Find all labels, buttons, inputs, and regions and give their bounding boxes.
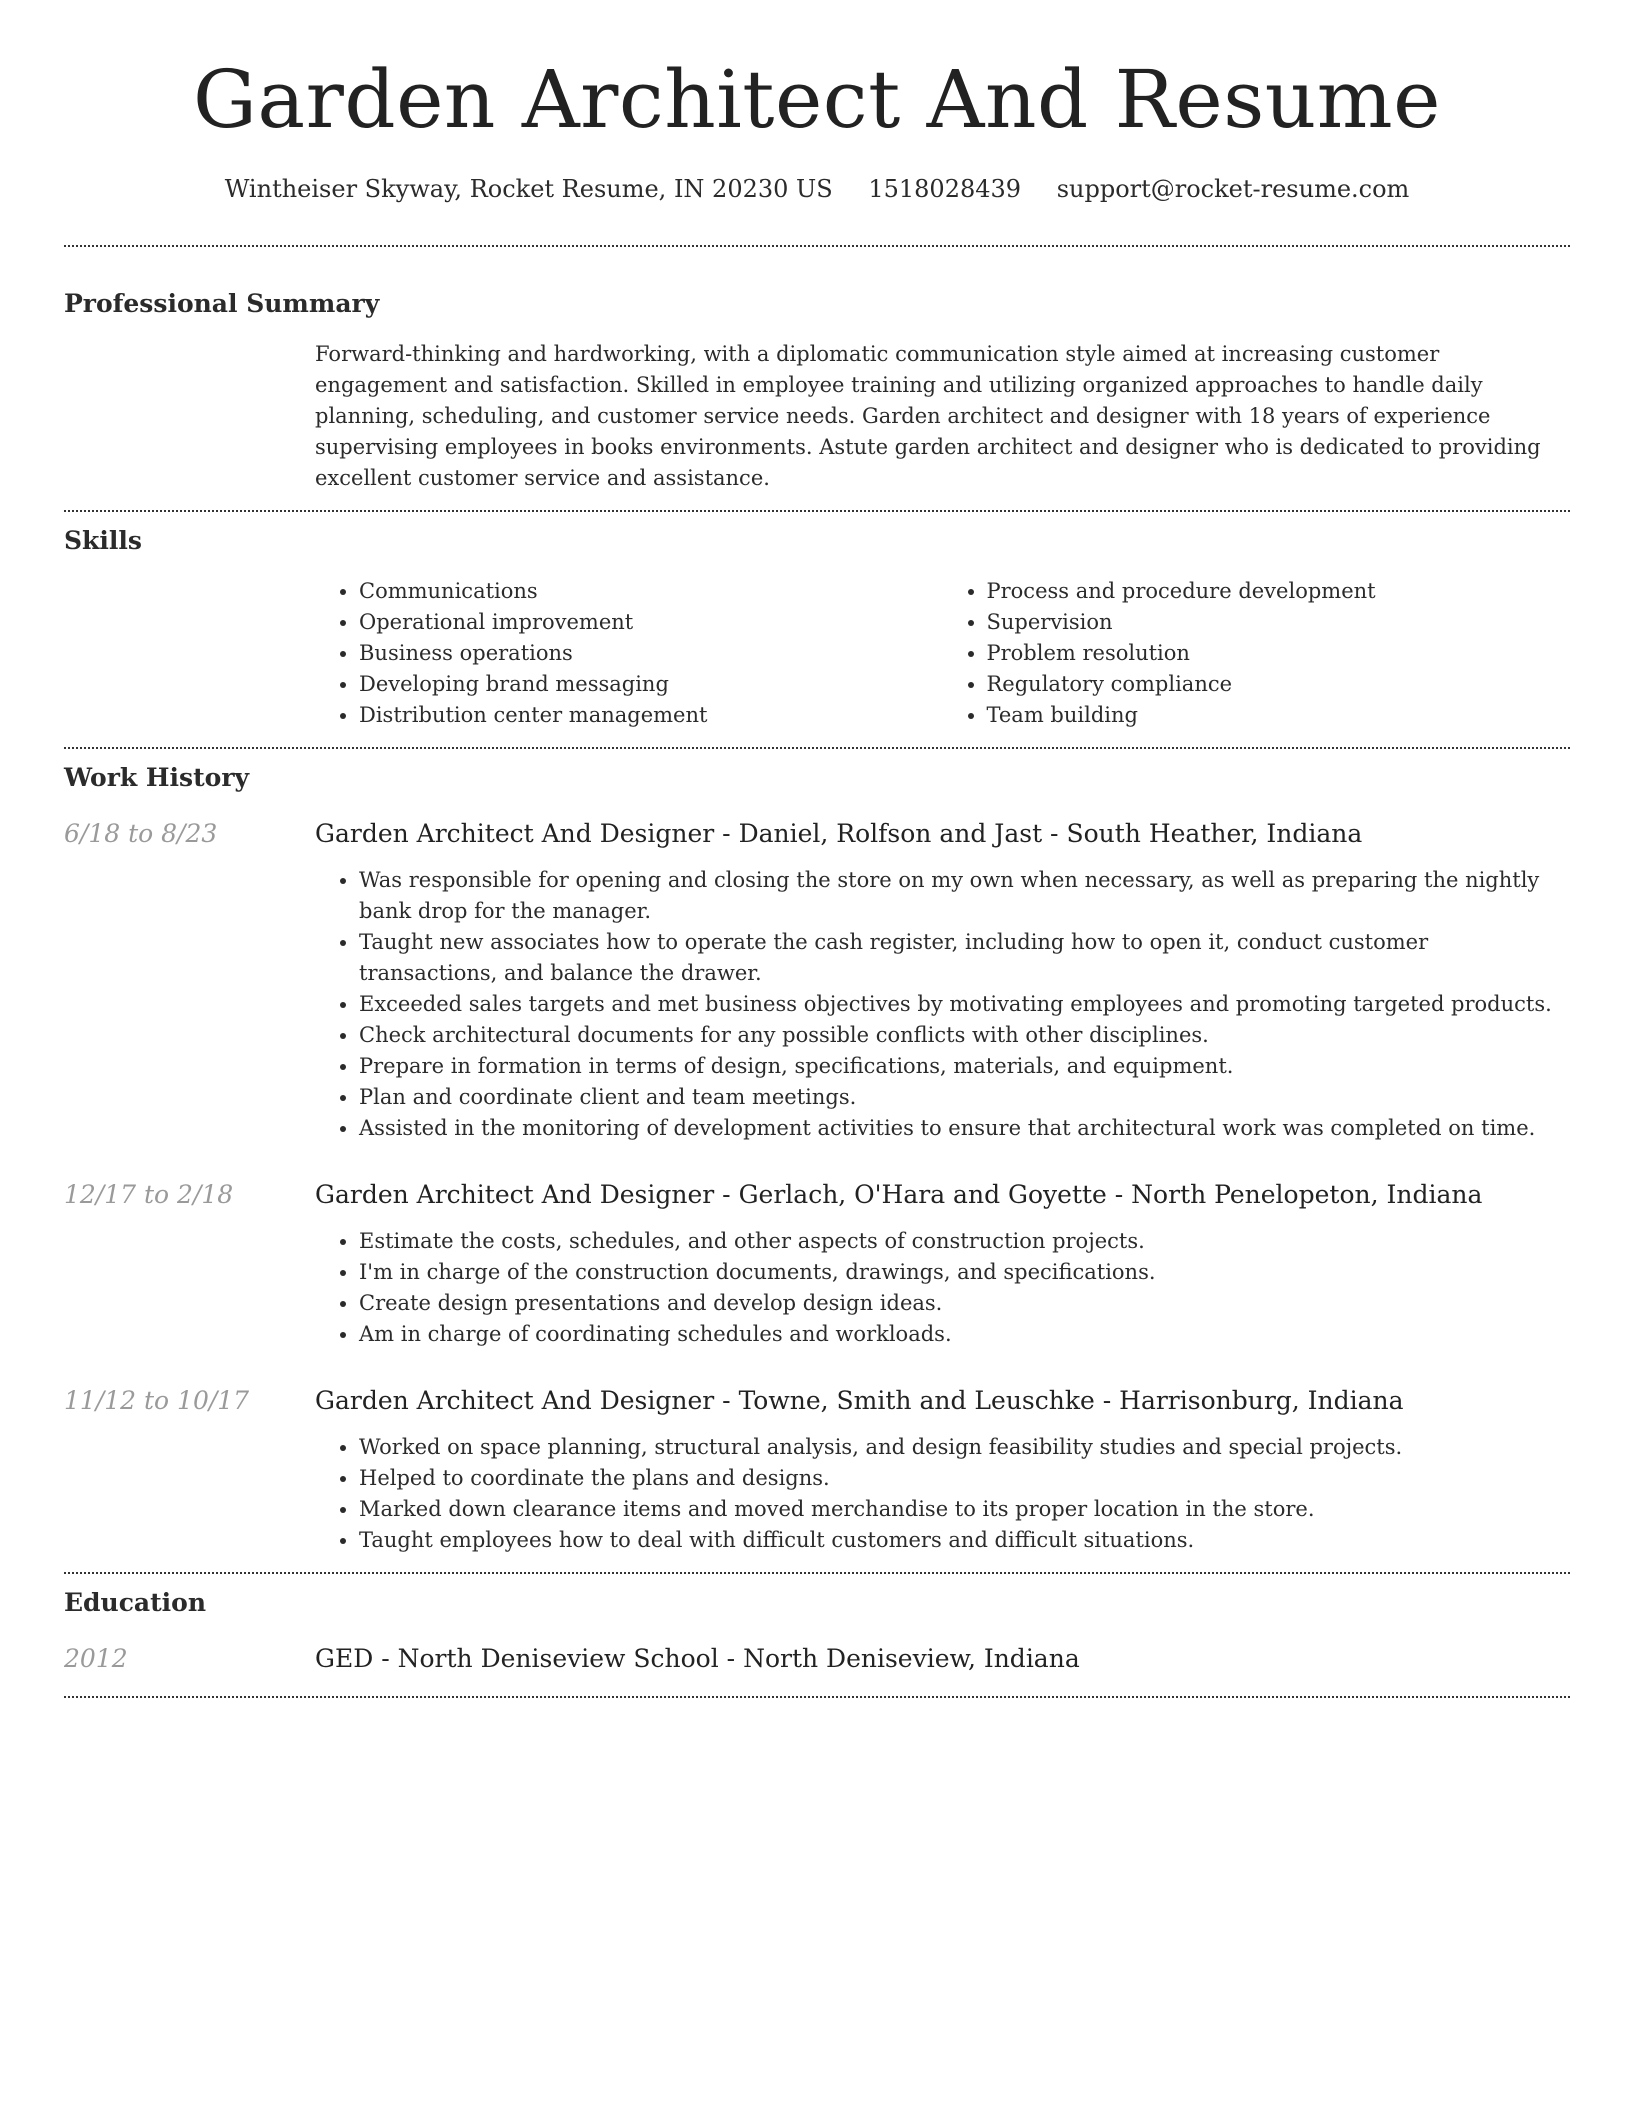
page-title: Garden Architect And Resume <box>193 53 1441 146</box>
job-bullet: • Marked down clearance items and moved merchandise to its proper location in the store. <box>359 1494 1570 1525</box>
skill-item: • Developing brand messaging <box>359 669 943 700</box>
job-bullets <box>315 1226 1570 1350</box>
section-divider <box>64 245 1570 247</box>
job-bullet: • Was responsible for opening and closing the store on my own when necessary, as well as preparing the nightly bank drop for the manager. <box>359 865 1570 927</box>
job-bullets <box>315 865 1570 1144</box>
job-entry <box>64 817 1570 1144</box>
job-body <box>315 1384 1570 1556</box>
section-divider <box>64 510 1570 512</box>
section-divider <box>64 1572 1570 1574</box>
skills-list <box>315 576 1570 731</box>
skill-item: • Problem resolution <box>987 638 1571 669</box>
skill-item: • Communications <box>359 576 943 607</box>
job-date: 12/17 to 2/18 <box>64 1180 234 1209</box>
job-bullet: • Check architectural documents for any possible conflicts with other disciplines. <box>359 1020 1570 1051</box>
education-entry <box>64 1642 1570 1676</box>
education-heading: Education <box>64 1588 207 1617</box>
summary-heading: Professional Summary <box>64 289 380 318</box>
section-divider <box>64 747 1570 749</box>
job-bullet: • Create design presentations and develop design ideas. <box>359 1288 1570 1319</box>
job-body <box>315 817 1570 1144</box>
job-bullets <box>315 1432 1570 1556</box>
skill-item: • Regulatory compliance <box>987 669 1571 700</box>
work-section <box>64 761 1570 1556</box>
job-entry <box>64 1384 1570 1556</box>
education-date: 2012 <box>64 1644 128 1673</box>
job-bullet: • Am in charge of coordinating schedules and workloads. <box>359 1319 1570 1350</box>
section-divider <box>64 1696 1570 1698</box>
contact-address: Wintheiser Skyway, Rocket Resume, IN 20230 US <box>224 175 833 203</box>
summary-section <box>64 287 1570 494</box>
skills-section <box>64 524 1570 731</box>
contact-email: support@rocket-resume.com <box>1056 175 1410 203</box>
job-date: 6/18 to 8/23 <box>64 819 218 848</box>
job-entry <box>64 1178 1570 1350</box>
education-section <box>64 1586 1570 1676</box>
skill-item: • Supervision <box>987 607 1571 638</box>
job-bullet: • Helped to coordinate the plans and designs. <box>359 1463 1570 1494</box>
job-title: Garden Architect And Designer - Gerlach, O'Hara and Goyette - North Penelopeton, Indiana <box>315 1180 1483 1209</box>
summary-text: Forward-thinking and hardworking, with a diplomatic communication style aimed at increasing customer engagement and satisfaction. Skilled in employee training and utilizing organized approaches to handle daily planning, scheduling, and customer service needs. Garden architect and designer with 18 years of experience supervising employees in books environments. Astute garden architect and designer who is dedicated to providing excellent customer service and assistance. <box>315 342 1541 490</box>
job-body <box>315 1178 1570 1350</box>
education-body <box>315 1642 1570 1676</box>
job-bullet: • Prepare in formation in terms of design, specifications, materials, and equipment. <box>359 1051 1570 1082</box>
job-bullet: • Exceeded sales targets and met business objectives by motivating employees and promoting targeted products. <box>359 989 1570 1020</box>
skills-column-left <box>315 576 943 731</box>
job-bullet: • Assisted in the monitoring of development activities to ensure that architectural work was completed on time. <box>359 1113 1570 1144</box>
skills-heading: Skills <box>64 526 142 555</box>
job-bullet: • Taught employees how to deal with difficult customers and difficult situations. <box>359 1525 1570 1556</box>
job-bullet: • Estimate the costs, schedules, and other aspects of construction projects. <box>359 1226 1570 1257</box>
education-title: GED - North Deniseview School - North Deniseview, Indiana <box>315 1644 1080 1673</box>
job-title: Garden Architect And Designer - Towne, Smith and Leuschke - Harrisonburg, Indiana <box>315 1386 1404 1415</box>
skill-item: • Team building <box>987 700 1571 731</box>
job-bullet: • Taught new associates how to operate the cash register, including how to open it, conduct customer transactions, and balance the drawer. <box>359 927 1570 989</box>
skill-item: • Distribution center management <box>359 700 943 731</box>
job-bullet: • Worked on space planning, structural analysis, and design feasibility studies and special projects. <box>359 1432 1570 1463</box>
skill-item: • Process and procedure development <box>987 576 1571 607</box>
job-bullet: • I'm in charge of the construction documents, drawings, and specifications. <box>359 1257 1570 1288</box>
skills-column-right <box>943 576 1571 731</box>
resume-page <box>64 0 1570 1698</box>
skill-item: • Business operations <box>359 638 943 669</box>
contact-line <box>64 172 1570 206</box>
job-date: 11/12 to 10/17 <box>64 1386 250 1415</box>
skill-item: • Operational improvement <box>359 607 943 638</box>
job-title: Garden Architect And Designer - Daniel, Rolfson and Jast - South Heather, Indiana <box>315 819 1363 848</box>
job-bullet: • Plan and coordinate client and team meetings. <box>359 1082 1570 1113</box>
work-heading: Work History <box>64 763 250 792</box>
contact-phone: 1518028439 <box>868 175 1022 203</box>
